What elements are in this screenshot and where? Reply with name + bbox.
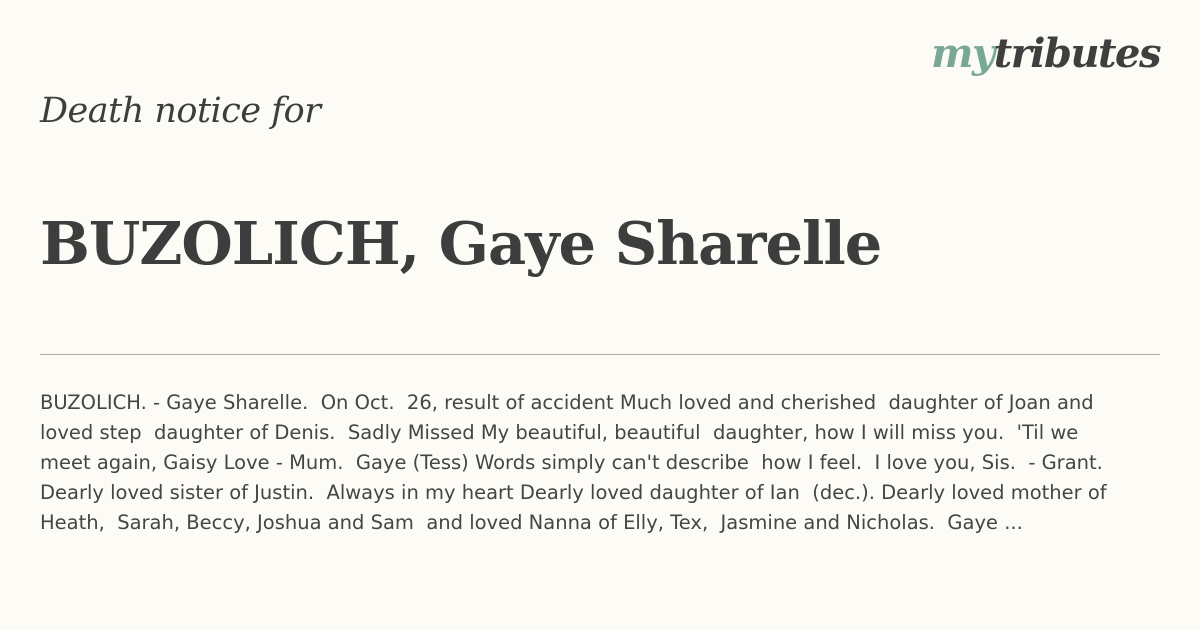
deceased-name: BUZOLICH, Gaye Sharelle [40,209,882,278]
mytributes-logo[interactable] [931,30,1160,77]
logo-my: my [931,30,994,77]
logo-tributes: tributes [993,30,1160,77]
notice-text: BUZOLICH. - Gaye Sharelle. On Oct. 26, result of accident Much loved and cherished daughter of Joan and loved step daughter of Denis. Sadly Missed My beautiful, beautiful daughter, how I will miss you. 'Til we meet again, Gaisy Love - Mum. Gaye (Tess) Words simply can't describe how I feel. I love you, Sis. - Grant. Dearly loved sister of Justin. Always in my heart Dearly loved daughter of Ian (dec.). Dearly loved mother of Heath, Sarah, Beccy, Joshua and Sam and loved Nanna of Elly, Tex, Jasmine and Nicholas. Gaye ... [40,391,1116,534]
notice-subtitle: Death notice for [40,91,321,131]
section-divider [40,354,1160,355]
